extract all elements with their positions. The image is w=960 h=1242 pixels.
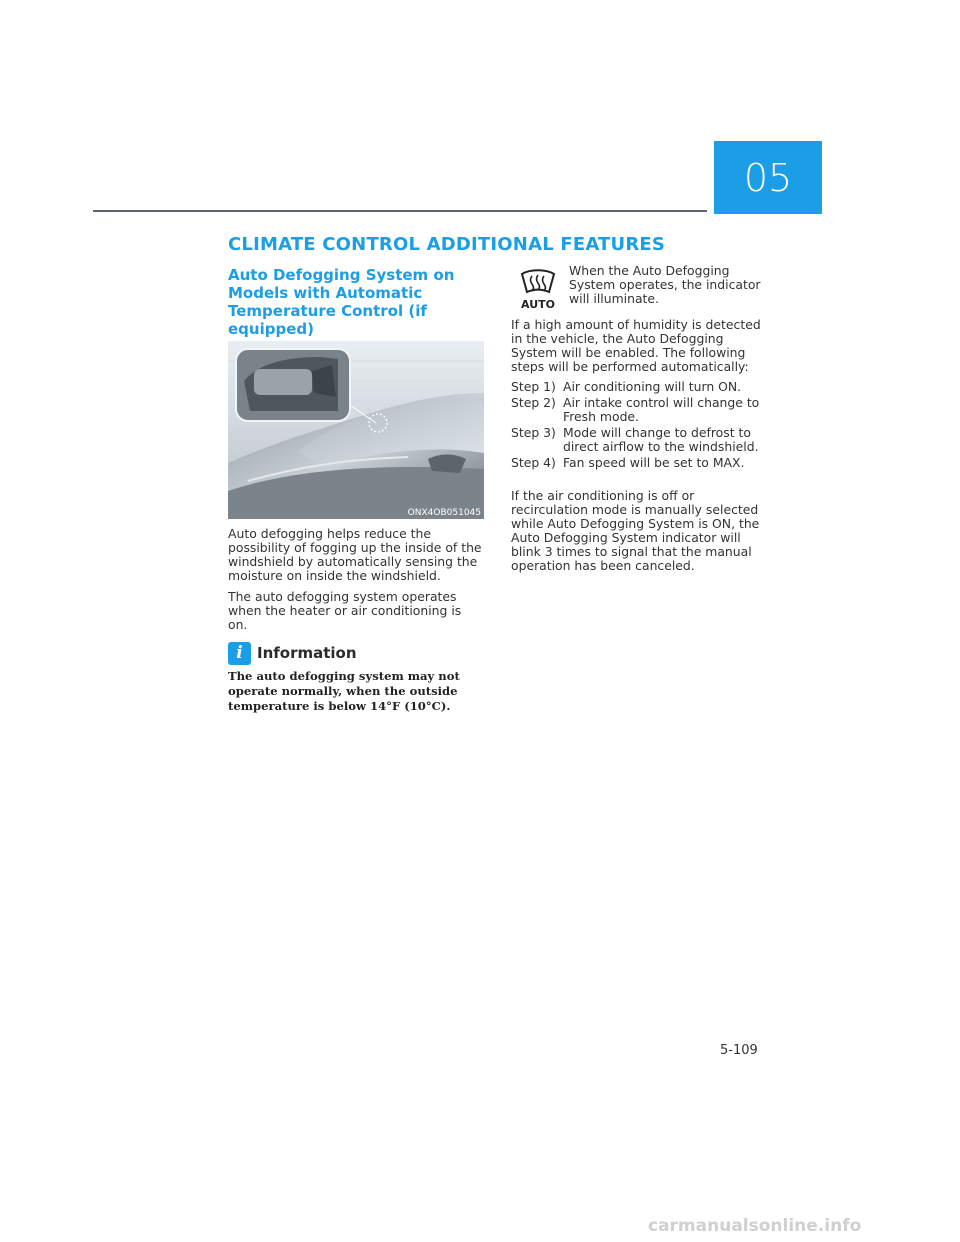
- list-item: [511, 456, 767, 470]
- information-heading: [228, 640, 357, 666]
- windshield-defrost-icon: [516, 266, 560, 310]
- steps-list: [511, 380, 767, 472]
- list-item: [511, 380, 767, 394]
- information-label: Information: [257, 644, 357, 662]
- subsection-title: Auto Defogging System on Models with Automatic Temperature Control (if equipped): [228, 266, 455, 338]
- manual-override-note: If the air conditioning is off or recirculation mode is manually selected while Auto Defogging System is ON, the Auto Defogging System indicator will blink 3 times to signal that the manual operation has been canceled.: [511, 488, 760, 573]
- indicator-description: When the Auto Defogging System operates, the indicator will illuminate.: [569, 263, 761, 306]
- step-number: Step 4): [511, 455, 556, 470]
- list-item: [511, 396, 767, 424]
- header-divider: [93, 210, 707, 212]
- info-icon: i: [228, 642, 251, 665]
- figure-code: ONX4OB051045: [407, 508, 481, 518]
- page-number: 5-109: [720, 1043, 758, 1058]
- auto-defog-icon: [516, 266, 560, 310]
- step-text: Air conditioning will turn ON.: [563, 379, 742, 394]
- list-item: [511, 426, 767, 454]
- step-text: Fan speed will be set to MAX.: [563, 455, 745, 470]
- auto-label: AUTO: [521, 298, 555, 310]
- auto-defog-description: Auto defogging helps reduce the possibility of fogging up the inside of the windshield by automatically sensing the moisture on inside the windshield.: [228, 526, 482, 583]
- step-number: Step 3): [511, 425, 556, 440]
- step-text: Mode will change to defrost to direct airflow to the windshield.: [563, 425, 759, 454]
- section-title: CLIMATE CONTROL ADDITIONAL FEATURES: [228, 234, 666, 255]
- step-text: Air intake control will change to Fresh mode.: [563, 395, 760, 424]
- step-number: Step 1): [511, 379, 556, 394]
- chapter-number: 05: [743, 155, 793, 200]
- watermark: carmanualsonline.info: [648, 1216, 862, 1236]
- information-text: The auto defogging system may not operate normally, when the outside temperature is below 14°F (10°C).: [228, 669, 460, 713]
- windshield-humidity-sensor-illustration: [228, 341, 484, 519]
- windshield-figure: [228, 341, 484, 519]
- chapter-tab: [714, 141, 822, 214]
- step-number: Step 2): [511, 395, 556, 410]
- humidity-intro: If a high amount of humidity is detected in the vehicle, the Auto Defogging System will be enabled. The following steps will be performed automatically:: [511, 317, 761, 374]
- auto-defog-operation-note: The auto defogging system operates when the heater or air conditioning is on.: [228, 589, 462, 632]
